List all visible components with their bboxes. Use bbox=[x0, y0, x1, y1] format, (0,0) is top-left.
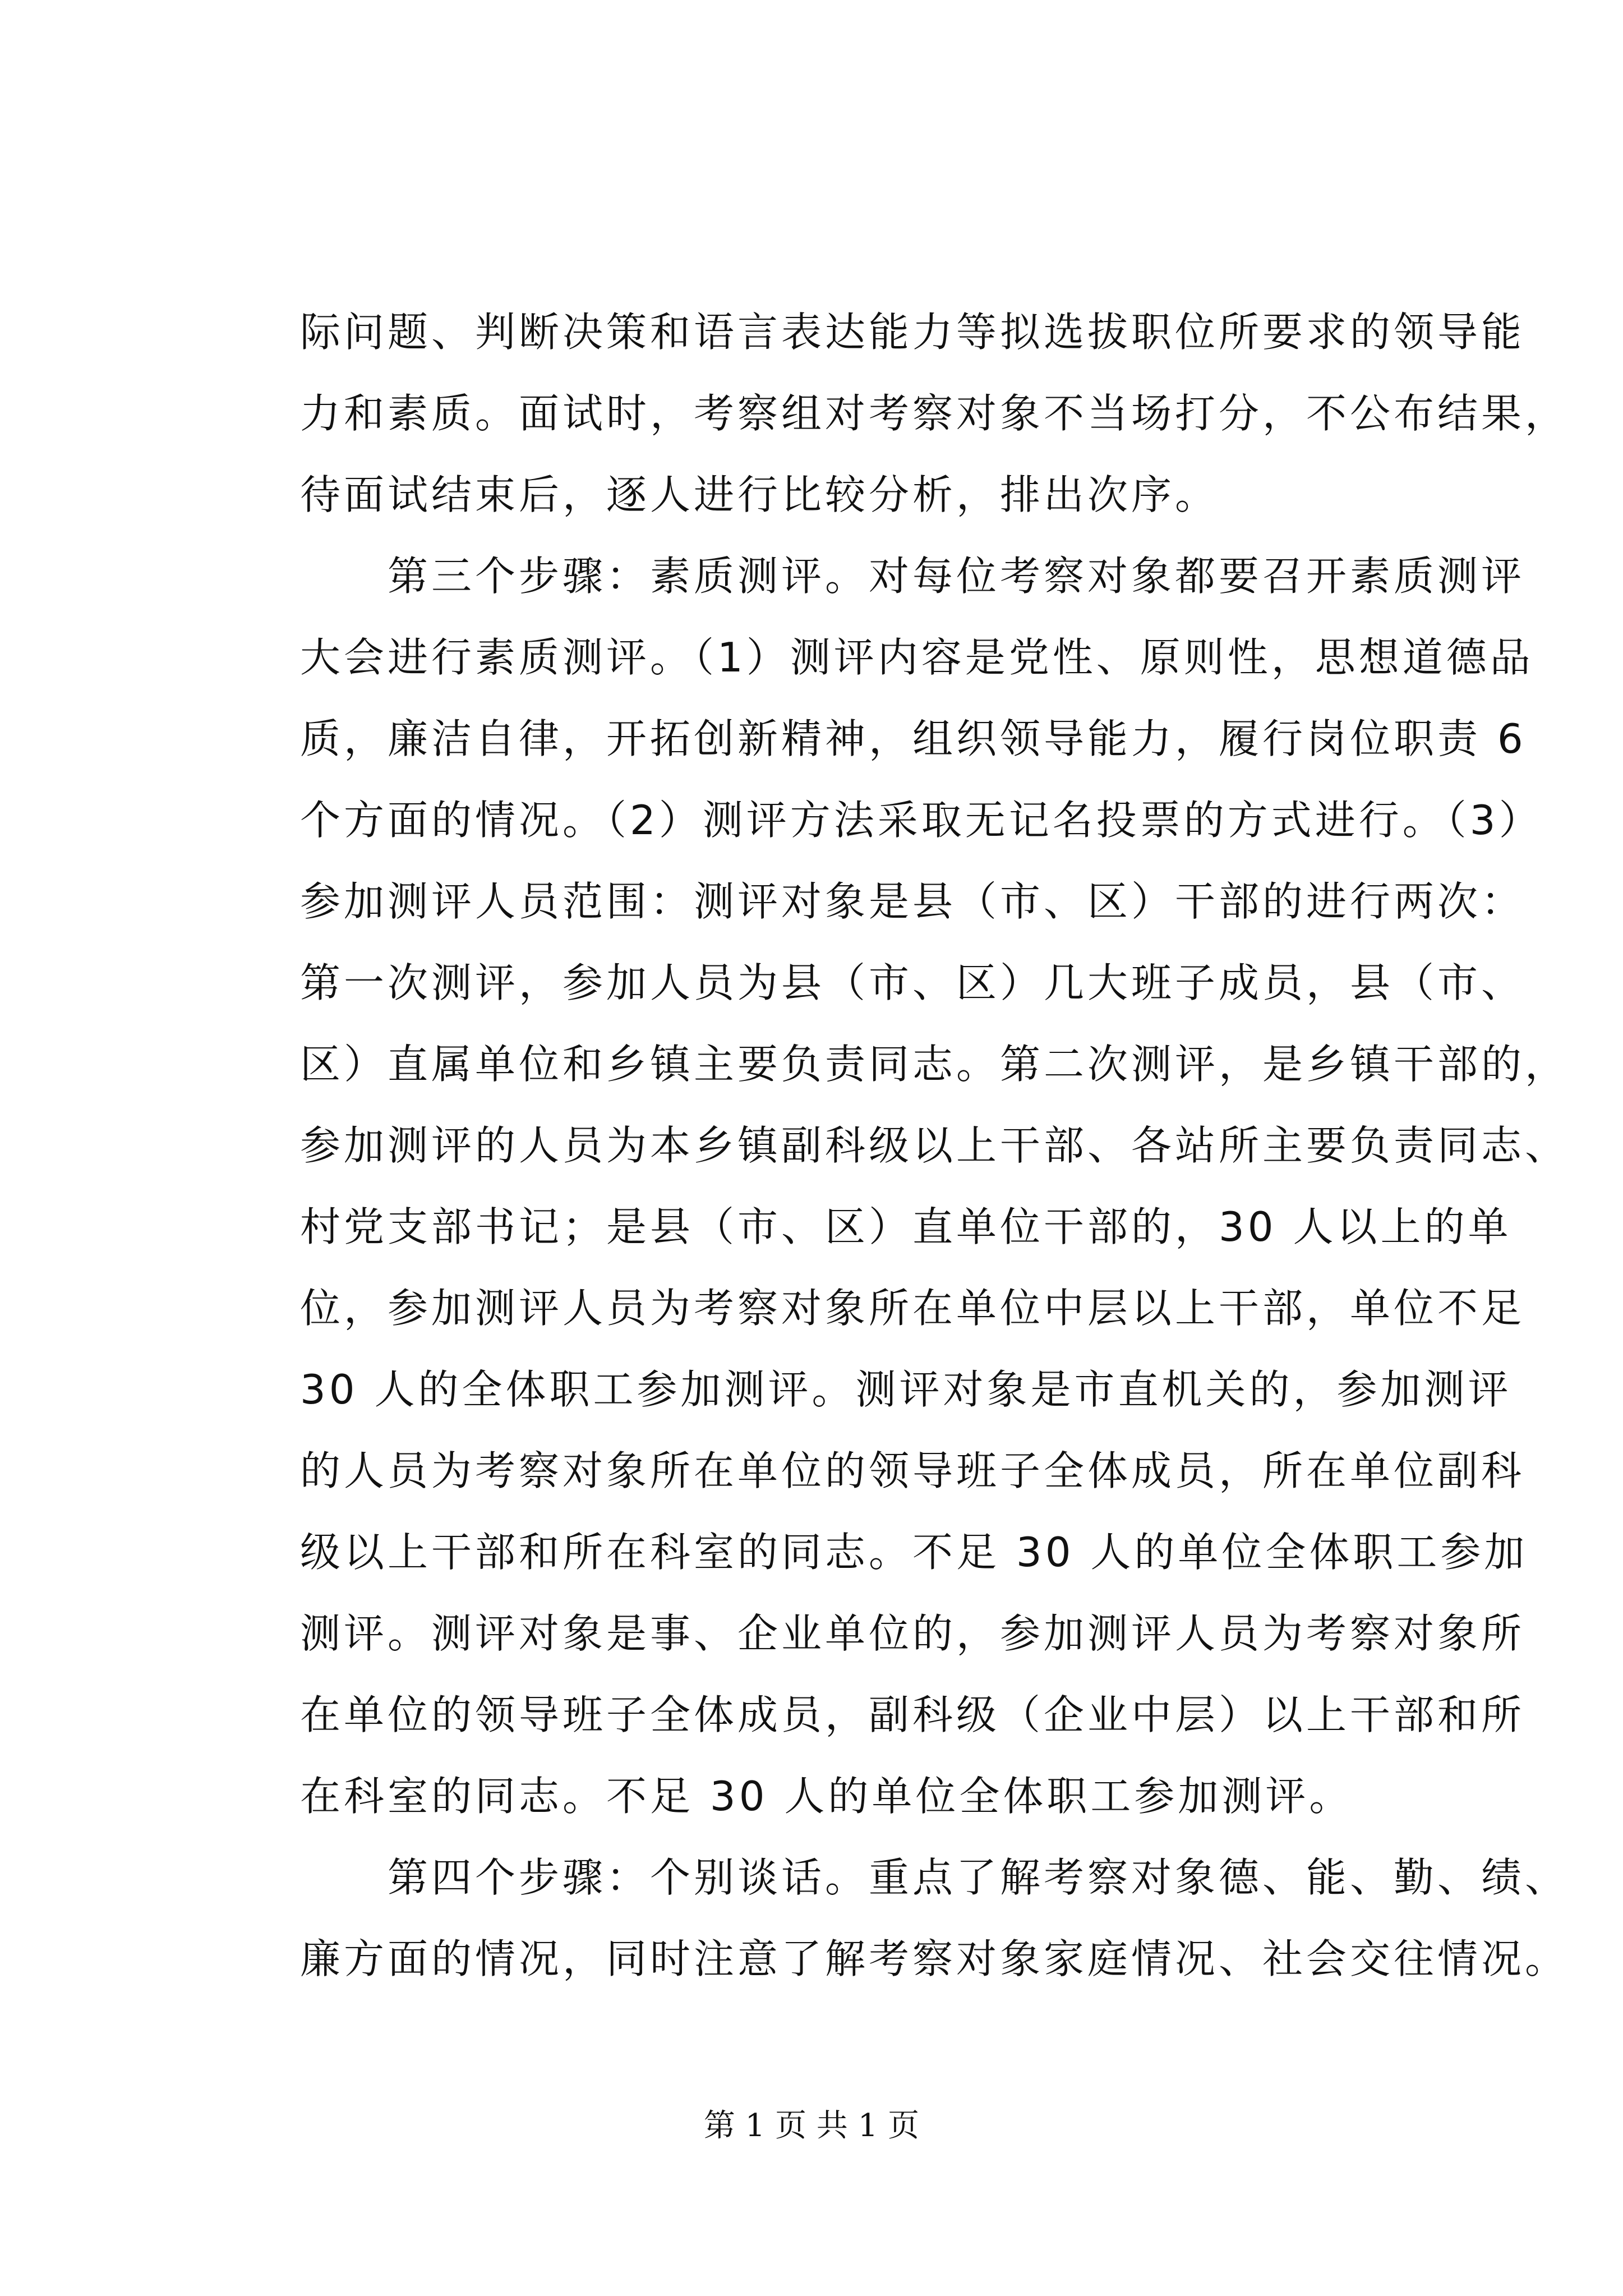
text-line: 级以上干部和所在科室的同志。不足 30 人的单位全体职工参加 bbox=[300, 1529, 1528, 1576]
text-line: 位，参加测评人员为考察对象所在单位中层以上干部，单位不足 bbox=[300, 1285, 1525, 1332]
text-line: 在单位的领导班子全体成员，副科级（企业中层）以上干部和所 bbox=[300, 1691, 1525, 1738]
text-line: 第一次测评，参加人员为县（市、区）几大班子成员，县（市、 bbox=[300, 959, 1525, 1006]
paragraph-start-line: 第四个步骤：个别谈话。重点了解考察对象德、能、勤、绩、 bbox=[300, 1854, 1569, 1901]
text-line: 待面试结束后，逐人进行比较分析，排出次序。 bbox=[300, 471, 1219, 518]
paragraph-start-line: 第三个步骤：素质测评。对每位考察对象都要召开素质测评 bbox=[300, 553, 1525, 600]
body-text bbox=[300, 292, 1569, 2000]
text-line: 质，廉洁自律，开拓创新精神，组织领导能力，履行岗位职责 6 bbox=[300, 715, 1527, 762]
page-number-label: 第 1 页 共 1 页 bbox=[703, 2108, 920, 2144]
text-line: 大会进行素质测评。（1）测评内容是党性、原则性，思想道德品 bbox=[300, 634, 1534, 681]
text-line: 参加测评人员范围：测评对象是县（市、区）干部的进行两次： bbox=[300, 878, 1525, 925]
text-line: 际问题、判断决策和语言表达能力等拟选拔职位所要求的领导能 bbox=[300, 309, 1525, 356]
page-footer bbox=[0, 2104, 1623, 2148]
text-line: 的人员为考察对象所在单位的领导班子全体成员，所在单位副科 bbox=[300, 1447, 1525, 1494]
text-line: 廉方面的情况，同时注意了解考察对象家庭情况、社会交往情况。 bbox=[300, 1935, 1569, 1982]
text-line: 参加测评的人员为本乡镇副科级以上干部、各站所主要负责同志、 bbox=[300, 1122, 1569, 1169]
text-line: 个方面的情况。（2）测评方法采取无记名投票的方式进行。（3） bbox=[300, 797, 1543, 844]
text-line: 力和素质。面试时，考察组对考察对象不当场打分，不公布结果， bbox=[300, 390, 1569, 437]
text-line: 在科室的同志。不足 30 人的单位全体职工参加测评。 bbox=[300, 1773, 1353, 1820]
text-line: 村党支部书记；是县（市、区）直单位干部的，30 人以上的单 bbox=[300, 1203, 1512, 1250]
text-line: 测评。测评对象是事、企业单位的，参加测评人员为考察对象所 bbox=[300, 1610, 1525, 1657]
text-line: 区）直属单位和乡镇主要负责同志。第二次测评，是乡镇干部的， bbox=[300, 1041, 1569, 1088]
text-line: 30 人的全体职工参加测评。测评对象是市直机关的，参加测评 bbox=[300, 1366, 1512, 1413]
